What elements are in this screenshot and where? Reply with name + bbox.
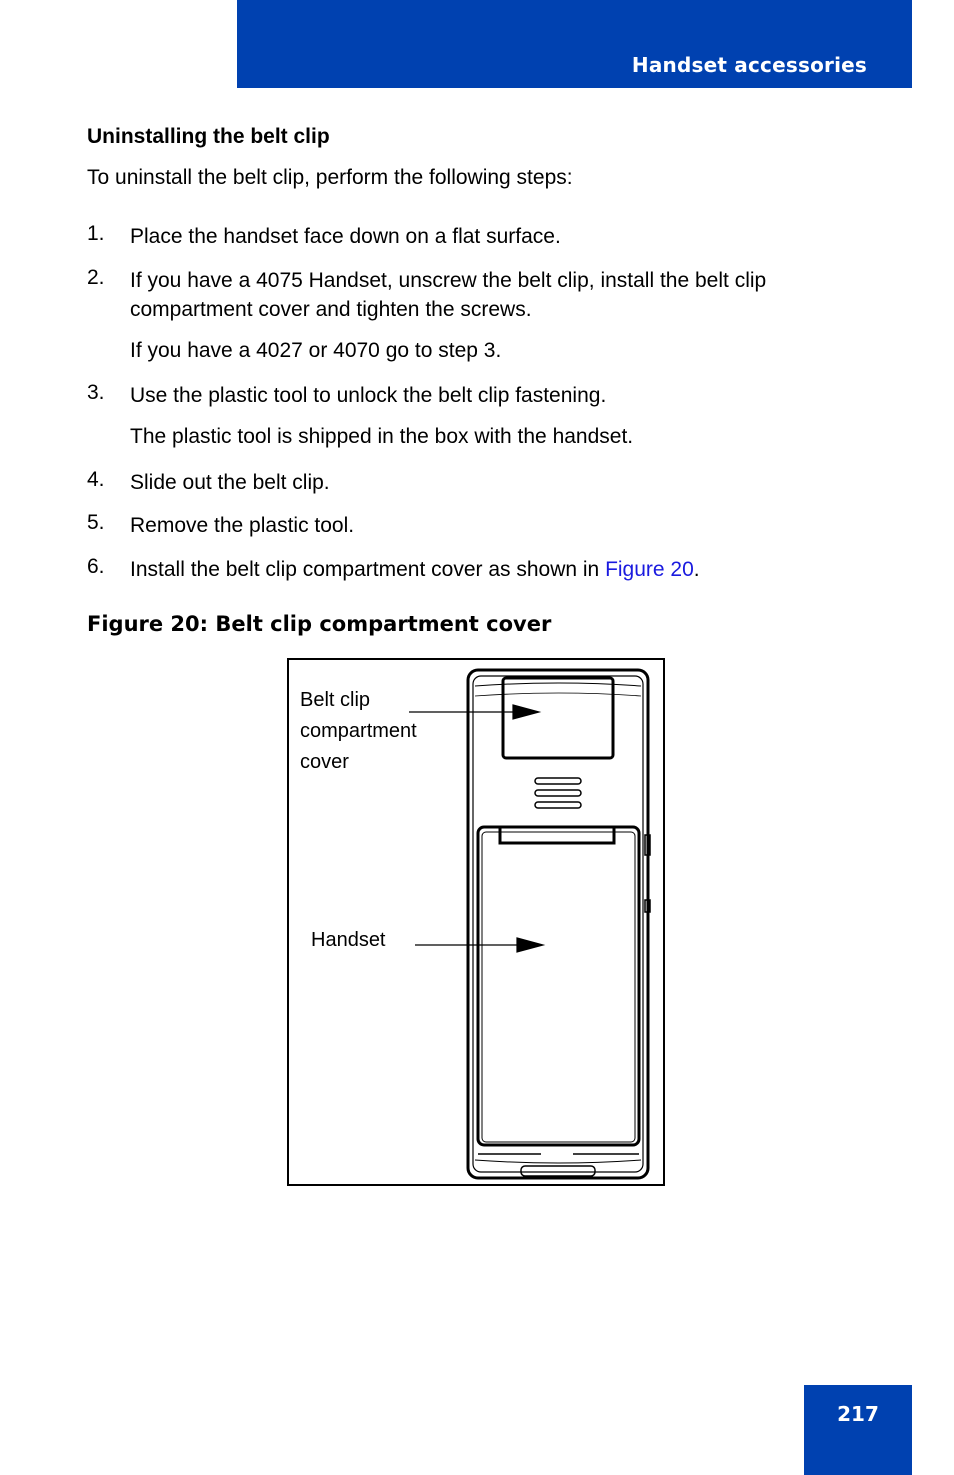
step-2-note: If you have a 4027 or 4070 go to step 3. xyxy=(130,339,502,362)
intro-text: To uninstall the belt clip, perform the following steps: xyxy=(87,166,573,189)
step-number: 2. xyxy=(87,266,105,289)
handset-illustration xyxy=(289,660,663,1184)
step-text-line: compartment cover and tighten the screws. xyxy=(130,298,532,321)
step-number: 5. xyxy=(87,511,105,534)
belt-clip-cover-shape xyxy=(503,678,613,758)
figure-link[interactable]: Figure 20 xyxy=(605,558,694,581)
figure-caption: Figure 20: Belt clip compartment cover xyxy=(87,612,552,636)
label-handset: Handset xyxy=(311,929,386,951)
step-text: Place the handset face down on a flat surface. xyxy=(130,225,561,248)
battery-cover-shape xyxy=(478,827,639,1145)
step-number: 6. xyxy=(87,555,105,578)
section-heading: Uninstalling the belt clip xyxy=(87,125,330,148)
step-text: Remove the plastic tool. xyxy=(130,514,355,537)
page-number-box xyxy=(804,1385,912,1475)
page-number: 217 xyxy=(837,1402,879,1426)
step-text xyxy=(130,266,890,324)
label-line: Belt clip xyxy=(300,689,371,711)
arrowhead-handset xyxy=(517,938,543,952)
step-3-note: The plastic tool is shipped in the box with the handset. xyxy=(130,425,634,448)
step-text-end: . xyxy=(693,558,700,581)
figure-frame xyxy=(287,658,665,1186)
step-text: Use the plastic tool to unlock the belt clip fastening. xyxy=(130,384,607,407)
header-bar xyxy=(237,0,912,88)
step-text xyxy=(130,555,890,584)
arrowhead-cover xyxy=(513,705,539,719)
step-number: 3. xyxy=(87,381,105,404)
label-line: compartment xyxy=(300,720,417,742)
step-number: 4. xyxy=(87,468,105,491)
step-number: 1. xyxy=(87,222,105,245)
label-line: cover xyxy=(300,751,349,773)
step-text-start: Install the belt clip compartment cover as shown in xyxy=(130,558,606,581)
header-title: Handset accessories xyxy=(631,53,867,77)
step-text: Slide out the belt clip. xyxy=(130,471,330,494)
step-text-line: If you have a 4075 Handset, unscrew the belt clip, install the belt clip xyxy=(130,269,767,292)
